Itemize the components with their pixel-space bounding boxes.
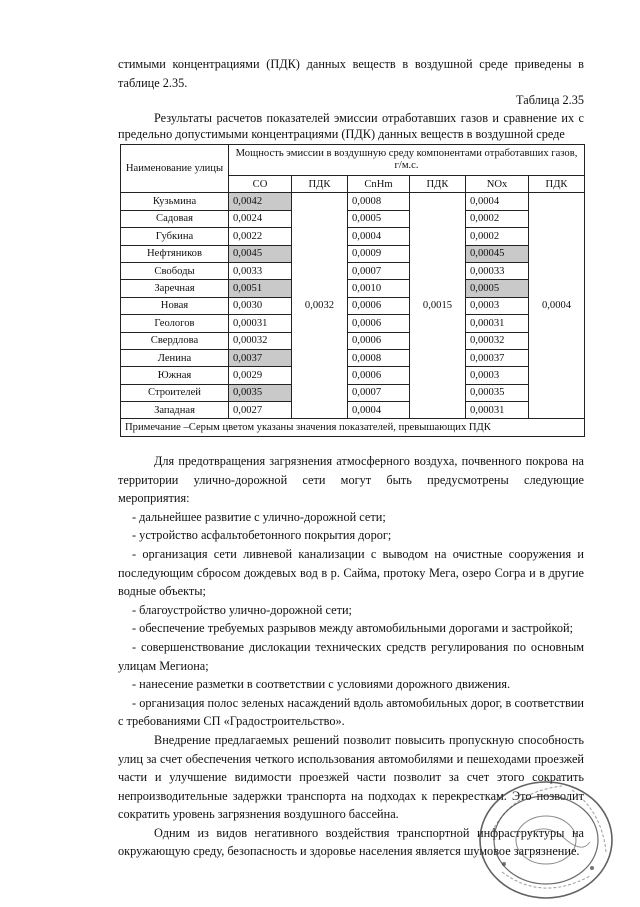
street-cell: Геологов	[121, 315, 229, 332]
table-row	[121, 262, 585, 279]
table-caption-text: Результаты расчетов показателей эмиссии отработавших газов и сравнение их с предельно допустимыми концентрациями (ПДК) данных веществ в воздушной среде	[118, 111, 584, 141]
co-cell: 0,0037	[229, 349, 292, 366]
nox-cell: 0,0004	[466, 193, 529, 210]
nox-cell: 0,00031	[466, 315, 529, 332]
street-cell: Нефтяников	[121, 245, 229, 262]
cnhm-cell: 0,0007	[348, 262, 410, 279]
cnhm-cell: 0,0007	[348, 384, 410, 401]
co-cell: 0,0029	[229, 367, 292, 384]
table-row	[121, 315, 585, 332]
nox-cell: 0,00031	[466, 402, 529, 419]
nox-cell: 0,00033	[466, 262, 529, 279]
table-number: Таблица 2.35	[516, 93, 584, 107]
cnhm-cell: 0,0004	[348, 402, 410, 419]
street-cell: Свободы	[121, 262, 229, 279]
header-pdk-cnhm: ПДК	[410, 176, 466, 193]
nox-cell: 0,00035	[466, 384, 529, 401]
co-cell: 0,00032	[229, 332, 292, 349]
street-cell: Садовая	[121, 210, 229, 227]
street-cell: Западная	[121, 402, 229, 419]
nox-cell: 0,0002	[466, 228, 529, 245]
header-emission-group: Мощность эмиссии в воздушную среду компонентами отработавших газов, г/м.с.	[229, 145, 585, 176]
header-street-name: Наименование улицы	[121, 145, 229, 193]
table-row	[121, 297, 585, 314]
table-caption	[118, 110, 584, 142]
street-cell: Ленина	[121, 349, 229, 366]
cnhm-cell: 0,0010	[348, 280, 410, 297]
nox-cell: 0,00032	[466, 332, 529, 349]
header-nox: NOx	[466, 176, 529, 193]
co-cell: 0,0035	[229, 384, 292, 401]
street-cell: Заречная	[121, 280, 229, 297]
street-cell: Свердлова	[121, 332, 229, 349]
street-cell: Губкина	[121, 228, 229, 245]
table-row	[121, 193, 585, 210]
bullet-item: - совершенствование дислокации технических средств регулирования по основным улицам Мегиона;	[118, 639, 584, 673]
paragraph: Одним из видов негативного воздействия транспортной инфраструктуры на окружающую среду, безопасность и здоровье населения является шумовое загрязнение.	[118, 825, 584, 859]
nox-cell: 0,0002	[466, 210, 529, 227]
bullet-item: - устройство асфальтобетонного покрытия дорог;	[132, 528, 392, 543]
cnhm-cell: 0,0006	[348, 367, 410, 384]
co-cell: 0,0022	[229, 228, 292, 245]
table-row	[121, 367, 585, 384]
co-cell: 0,0045	[229, 245, 292, 262]
pdk-co-cell: 0,0032	[292, 193, 348, 419]
cnhm-cell: 0,0006	[348, 332, 410, 349]
street-cell: Кузьмина	[121, 193, 229, 210]
bullet-item: - организация сети ливневой канализации с выводом на очистные сооружения и последующим сбросом дождевых вод в р. Сайма, протоку Мега, озеро Согра и в другие водные объекты;	[118, 546, 584, 599]
cnhm-cell: 0,0005	[348, 210, 410, 227]
bullet-item: - нанесение разметки в соответствии с условиями дорожного движения.	[132, 677, 511, 692]
header-pdk-co: ПДК	[292, 176, 348, 193]
emission-table	[120, 144, 585, 437]
co-cell: 0,0042	[229, 193, 292, 210]
nox-cell: 0,0005	[466, 280, 529, 297]
table-row	[121, 384, 585, 401]
cnhm-cell: 0,0008	[348, 193, 410, 210]
table-row	[121, 245, 585, 262]
nox-cell: 0,00045	[466, 245, 529, 262]
table-row	[121, 349, 585, 366]
bullet-item: - обеспечение требуемых разрывов между автомобильными дорогами и застройкой;	[132, 621, 574, 636]
paragraph: Внедрение предлагаемых решений позволит повысить пропускную способность улиц за счет обеспечения четкого использования автомобилями и пешеходами проезжей части и улучшение видимости проезжей части позволит за счет этого сократить непроизводительные задержки транспорта на подходах к перекресткам. Это позволит сократить уровень загрязнения воздушного бассейна.	[118, 732, 584, 822]
table-row	[121, 280, 585, 297]
co-cell: 0,0030	[229, 297, 292, 314]
cnhm-cell: 0,0006	[348, 297, 410, 314]
nox-cell: 0,00037	[466, 349, 529, 366]
paragraph: Для предотвращения загрязнения атмосферного воздуха, почвенного покрова на территории улично-дорожной сети могут быть предусмотрены следующие мероприятия:	[118, 454, 584, 506]
co-cell: 0,00031	[229, 315, 292, 332]
table-note-row	[121, 419, 585, 436]
street-cell: Южная	[121, 367, 229, 384]
header-pdk-nox: ПДК	[529, 176, 585, 193]
street-cell: Строителей	[121, 384, 229, 401]
co-cell: 0,0027	[229, 402, 292, 419]
table-note: Примечание –Серым цветом указаны значения показателей, превышающих ПДК	[121, 419, 585, 436]
table-row	[121, 228, 585, 245]
header-cnhm: CnHm	[348, 176, 410, 193]
bullet-item: - благоустройство улично-дорожной сети;	[132, 602, 352, 617]
co-cell: 0,0033	[229, 262, 292, 279]
nox-cell: 0,0003	[466, 367, 529, 384]
table-row	[121, 402, 585, 419]
intro-paragraph: стимыми концентрациями (ПДК) данных веществ в воздушной среде приведены в таблице 2.35.	[118, 57, 584, 90]
header-co: CO	[229, 176, 292, 193]
co-cell: 0,0024	[229, 210, 292, 227]
cnhm-cell: 0,0006	[348, 315, 410, 332]
pdk-cnhm-cell: 0,0015	[410, 193, 466, 419]
table-row	[121, 332, 585, 349]
street-cell: Новая	[121, 297, 229, 314]
co-cell: 0,0051	[229, 280, 292, 297]
nox-cell: 0,0003	[466, 297, 529, 314]
seal-icon	[472, 772, 618, 902]
cnhm-cell: 0,0008	[348, 349, 410, 366]
official-seal	[472, 772, 618, 902]
bullet-item: - дальнейшее развитие с улично-дорожной сети;	[132, 509, 386, 524]
cnhm-cell: 0,0009	[348, 245, 410, 262]
bullet-item: - организация полос зеленых насаждений вдоль автомобильных дорог, в соответствии с требованиями СП «Градостроительство».	[118, 695, 584, 729]
pdk-nox-cell: 0,0004	[529, 193, 585, 419]
table-row	[121, 210, 585, 227]
cnhm-cell: 0,0004	[348, 228, 410, 245]
